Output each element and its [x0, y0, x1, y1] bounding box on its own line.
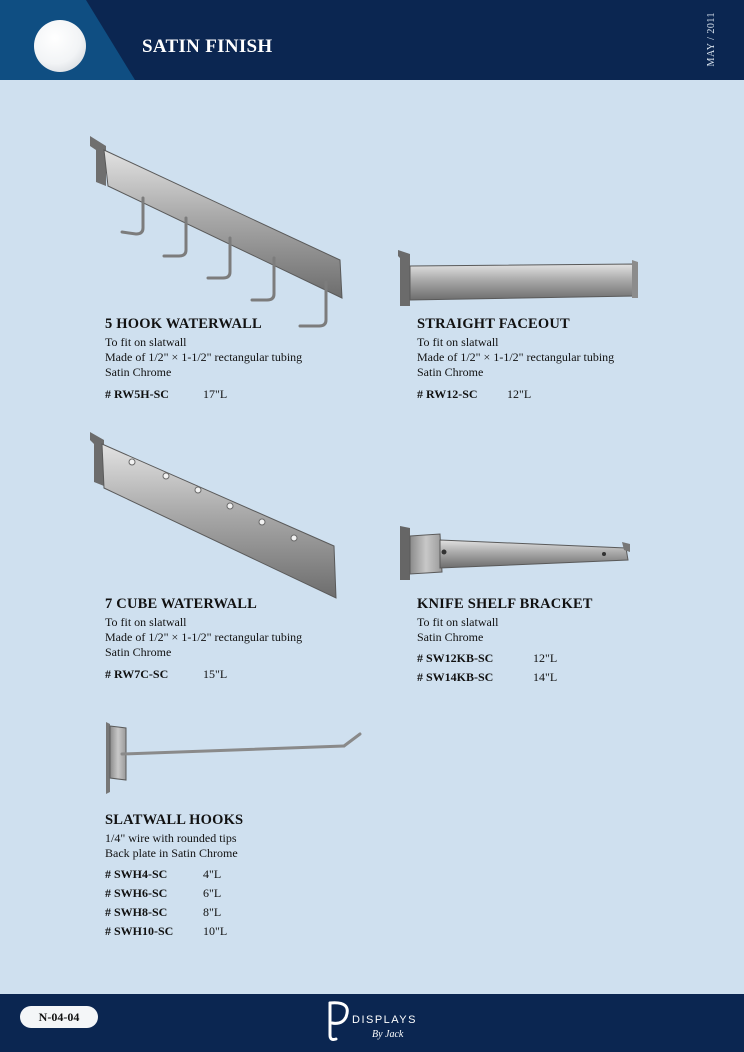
- product-spec: Satin Chrome: [105, 365, 172, 380]
- header-disc-icon: [34, 20, 86, 72]
- sku-row: [105, 903, 243, 922]
- product-name: STRAIGHT FACEOUT: [417, 316, 570, 332]
- product-straight-faceout: [417, 316, 614, 404]
- logo-main-text: DISPLAYS: [352, 1014, 417, 1026]
- product-spec: Made of 1/2" × 1-1/2" rectangular tubing: [105, 350, 303, 365]
- sku-length: 15"L: [203, 666, 228, 681]
- sku-row: [105, 865, 243, 884]
- product-7-cube-waterwall: [105, 596, 302, 684]
- sku-row: [417, 668, 593, 687]
- product-spec: Satin Chrome: [105, 645, 172, 660]
- sku-row: [105, 385, 302, 404]
- sku-length: 6"L: [203, 886, 222, 901]
- product-spec: 1/4" wire with rounded tips: [105, 831, 237, 845]
- product-spec: To fit on slatwall: [417, 615, 499, 629]
- product-slatwall-hooks: [105, 812, 243, 941]
- product-spec: To fit on slatwall: [417, 335, 499, 349]
- sku-length: 17"L: [203, 386, 228, 401]
- sku-row: [417, 649, 593, 668]
- sku-row: [105, 922, 243, 941]
- slatwall-hook-image: [100, 718, 364, 800]
- product-spec: Satin Chrome: [417, 365, 484, 380]
- product-spec: Satin Chrome: [417, 630, 484, 645]
- sku-code: # SWH8-SC: [105, 905, 168, 920]
- product-name: 5 HOOK WATERWALL: [105, 316, 262, 332]
- sku-length: 8"L: [203, 905, 222, 920]
- five-hook-waterwall-image: [86, 132, 356, 332]
- seven-cube-waterwall-image: [86, 428, 340, 600]
- sku-code: # SWH10-SC: [105, 924, 174, 939]
- sku-row: [105, 884, 243, 903]
- product-spec: Back plate in Satin Chrome: [105, 846, 238, 861]
- product-spec: To fit on slatwall: [105, 335, 187, 349]
- sku-code: # SW12KB-SC: [417, 651, 494, 666]
- page-number: N-04-04: [20, 1006, 98, 1028]
- sku-code: # SWH6-SC: [105, 886, 168, 901]
- issue-date: MAY / 2011: [706, 12, 717, 67]
- product-knife-shelf-bracket: [417, 596, 593, 687]
- product-5-hook-waterwall: [105, 316, 302, 404]
- sku-length: 12"L: [533, 651, 558, 666]
- product-name: SLATWALL HOOKS: [105, 812, 244, 828]
- sku-length: 14"L: [533, 670, 558, 685]
- sku-code: # RW5H-SC: [105, 386, 169, 401]
- sku-length: 12"L: [507, 386, 532, 401]
- sku-code: # RW7C-SC: [105, 666, 169, 681]
- sku-row: [105, 665, 302, 684]
- product-spec: Made of 1/2" × 1-1/2" rectangular tubing: [417, 350, 615, 365]
- sku-row: [417, 385, 614, 404]
- product-spec: To fit on slatwall: [105, 615, 187, 629]
- straight-faceout-image: [396, 248, 642, 310]
- logo-sub-text: By Jack: [372, 1029, 404, 1040]
- knife-shelf-bracket-image: [398, 522, 632, 584]
- product-spec: Made of 1/2" × 1-1/2" rectangular tubing: [105, 630, 303, 645]
- product-name: KNIFE SHELF BRACKET: [417, 596, 593, 612]
- sku-code: # RW12-SC: [417, 386, 478, 401]
- page-title: SATIN FINISH: [142, 36, 273, 57]
- sku-length: 10"L: [203, 924, 228, 939]
- sku-code: # SW14KB-SC: [417, 670, 494, 685]
- sku-code: # SWH4-SC: [105, 867, 168, 882]
- displays-by-jack-logo: [326, 995, 426, 1043]
- product-name: 7 CUBE WATERWALL: [105, 596, 258, 612]
- sku-length: 4"L: [203, 867, 222, 882]
